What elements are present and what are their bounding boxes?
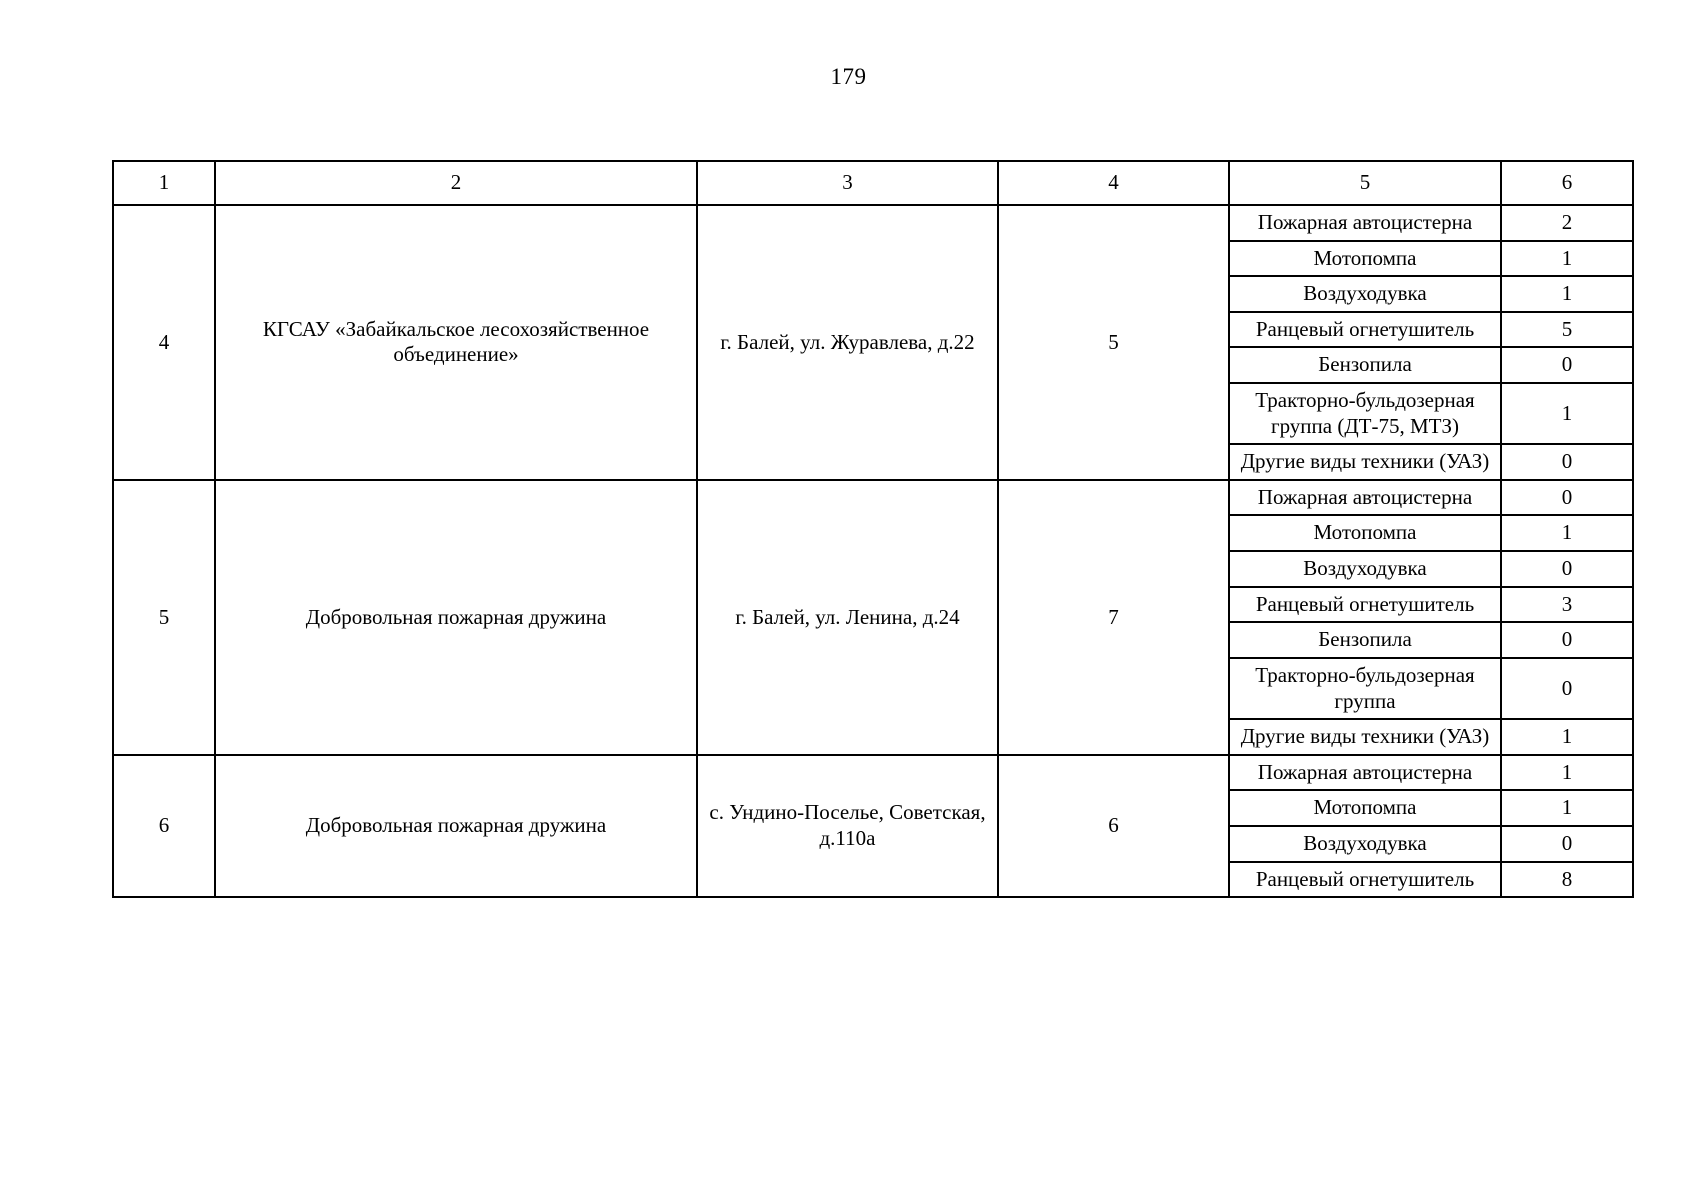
column-header: 1: [113, 161, 215, 205]
column-header: 2: [215, 161, 697, 205]
equipment-name: Тракторно-бульдозерная группа: [1229, 658, 1501, 719]
organization-address: с. Ундино-Поселье, Советская, д.110а: [697, 755, 998, 897]
equipment-name: Воздуходувка: [1229, 276, 1501, 312]
equipment-name: Ранцевый огнетушитель: [1229, 312, 1501, 348]
equipment-count: 0: [1501, 444, 1633, 480]
equipment-name: Пожарная автоцистерна: [1229, 205, 1501, 241]
equipment-count: 1: [1501, 755, 1633, 791]
organization-address: г. Балей, ул. Журавлева, д.22: [697, 205, 998, 480]
equipment-name: Воздуходувка: [1229, 551, 1501, 587]
table-header-row: [113, 161, 1633, 205]
equipment-count: 0: [1501, 551, 1633, 587]
organization-address: г. Балей, ул. Ленина, д.24: [697, 480, 998, 755]
equipment-table: [112, 160, 1634, 898]
equipment-count: 1: [1501, 719, 1633, 755]
equipment-name: Пожарная автоцистерна: [1229, 755, 1501, 791]
equipment-name: Ранцевый огнетушитель: [1229, 587, 1501, 623]
column-header: 3: [697, 161, 998, 205]
equipment-name: Другие виды техники (УАЗ): [1229, 719, 1501, 755]
equipment-name: Мотопомпа: [1229, 790, 1501, 826]
equipment-count: 1: [1501, 515, 1633, 551]
equipment-name: Бензопила: [1229, 347, 1501, 383]
row-number: 5: [113, 480, 215, 755]
column-header: 5: [1229, 161, 1501, 205]
table-body: [113, 205, 1633, 897]
equipment-name: Ранцевый огнетушитель: [1229, 862, 1501, 898]
equipment-count: 3: [1501, 587, 1633, 623]
table-row: [113, 205, 1633, 241]
equipment-count: 5: [1501, 312, 1633, 348]
table-header: [113, 161, 1633, 205]
organization-name: КГСАУ «Забайкальское лесохозяйственное объединение»: [215, 205, 697, 480]
row-number: 6: [113, 755, 215, 897]
equipment-name: Мотопомпа: [1229, 241, 1501, 277]
equipment-count: 1: [1501, 383, 1633, 444]
equipment-count: 0: [1501, 480, 1633, 516]
table-row: [113, 755, 1633, 791]
equipment-count: 8: [1501, 862, 1633, 898]
equipment-name: Мотопомпа: [1229, 515, 1501, 551]
table-row: [113, 480, 1633, 516]
equipment-count: 0: [1501, 826, 1633, 862]
equipment-name: Тракторно-бульдозерная группа (ДТ-75, МТЗ): [1229, 383, 1501, 444]
personnel-count: 7: [998, 480, 1229, 755]
column-header: 6: [1501, 161, 1633, 205]
equipment-name: Другие виды техники (УАЗ): [1229, 444, 1501, 480]
column-header: 4: [998, 161, 1229, 205]
equipment-count: 1: [1501, 241, 1633, 277]
personnel-count: 5: [998, 205, 1229, 480]
equipment-count: 1: [1501, 790, 1633, 826]
organization-name: Добровольная пожарная дружина: [215, 480, 697, 755]
equipment-count: 0: [1501, 622, 1633, 658]
organization-name: Добровольная пожарная дружина: [215, 755, 697, 897]
equipment-name: Бензопила: [1229, 622, 1501, 658]
page-number: 179: [830, 64, 867, 89]
equipment-count: 1: [1501, 276, 1633, 312]
equipment-count: 0: [1501, 347, 1633, 383]
row-number: 4: [113, 205, 215, 480]
personnel-count: 6: [998, 755, 1229, 897]
equipment-count: 0: [1501, 658, 1633, 719]
equipment-name: Пожарная автоцистерна: [1229, 480, 1501, 516]
equipment-name: Воздуходувка: [1229, 826, 1501, 862]
equipment-count: 2: [1501, 205, 1633, 241]
